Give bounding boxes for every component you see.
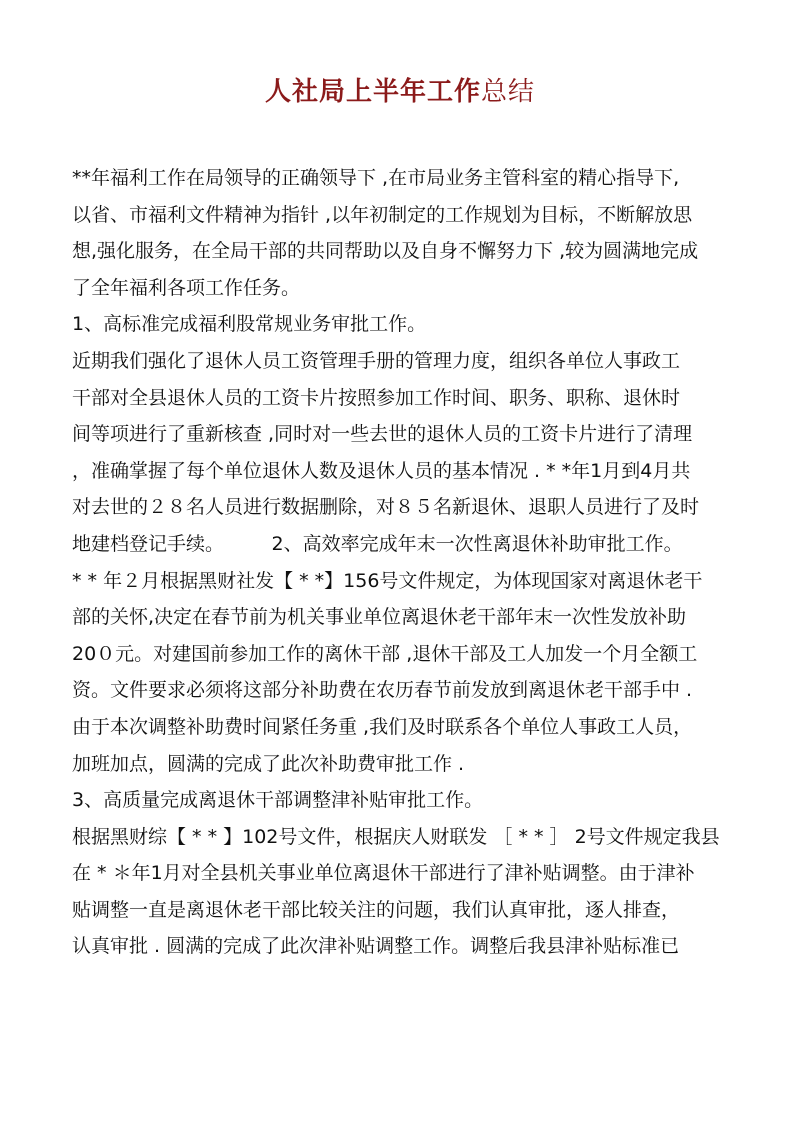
text-line: 想,强化服务，在全局干部的共同帮助以及自身不懈努力下 ,较为圆满地完成 xyxy=(72,240,699,263)
section-heading-2-line: 地建档登记手续。 2、高效率完成年末一次性离退休补助审批工作。 xyxy=(72,532,683,555)
text-line: 20０元。对建国前参加工作的离休干部 ,退休干部及工人加发一个月全额工 xyxy=(72,642,698,665)
section-heading-3: 3、高质量完成离退休干部调整津补贴审批工作。 xyxy=(72,789,484,812)
text-line: 部的关怀,决定在春节前为机关事业单位离退休老干部年末一次性发放补助 xyxy=(72,606,687,629)
text-line: 贴调整一直是离退休老干部比较关注的问题，我们认真审批，逐人排查， xyxy=(72,898,681,921)
text-line: 近期我们强化了退休人员工资管理手册的管理力度，组织各单位人事政工 xyxy=(72,349,681,372)
document-body xyxy=(72,160,732,965)
text-line: 间等项进行了重新核查 ,同时对一些去世的退休人员的工资卡片进行了清理 xyxy=(72,423,693,446)
document-title xyxy=(0,72,800,112)
text-line: 了全年福利各项工作任务。 xyxy=(72,276,301,299)
text-line: 根据黑财综【 * * 】102号文件，根据庆人财联发 ［ * * ］ 2号文件规定我县 xyxy=(72,825,720,848)
text-line: 加班加点，圆满的完成了此次补助费审批工作 . xyxy=(72,752,465,775)
text-line: 认真审批 . 圆满的完成了此次津补贴调整工作。调整后我县津补贴标准已 xyxy=(72,935,680,958)
text-line: 由于本次调整补助费时间紧任务重 ,我们及时联系各个单位人事政工人员， xyxy=(72,715,693,738)
text-line: 在 * ＊年1月对全县机关事业单位离退休干部进行了津补贴调整。由于津补 xyxy=(72,862,695,885)
text-line: 干部对全县退休人员的工资卡片按照参加工作时间、职务、职称、退休时 xyxy=(72,386,681,409)
text-line: ，准确掌握了每个单位退休人数及退休人员的基本情况 . * *年1月到4月共 xyxy=(72,459,691,482)
text-line: * * 年２月根据黑财社发【 * *】156号文件规定，为体现国家对离退休老干 xyxy=(72,569,703,592)
text-line: 以省、市福利文件精神为指针 ,以年初制定的工作规划为目标，不断解放思 xyxy=(72,203,693,226)
text-line: 资。文件要求必须将这部分补助费在农历春节前发放到离退休老干部手中 . xyxy=(72,679,693,702)
text-line: 对去世的２８名人员进行数据删除，对８５名新退休、退职人员进行了及时 xyxy=(72,496,700,519)
title-main: 人社局上半年工作 xyxy=(264,77,481,107)
title-tail: 总结 xyxy=(481,77,536,107)
section-heading-1: 1、高标准完成福利股常规业务审批工作。 xyxy=(72,313,427,336)
text-line: **年福利工作在局领导的正确领导下 ,在市局业务主管科室的精心指导下, xyxy=(72,167,680,189)
